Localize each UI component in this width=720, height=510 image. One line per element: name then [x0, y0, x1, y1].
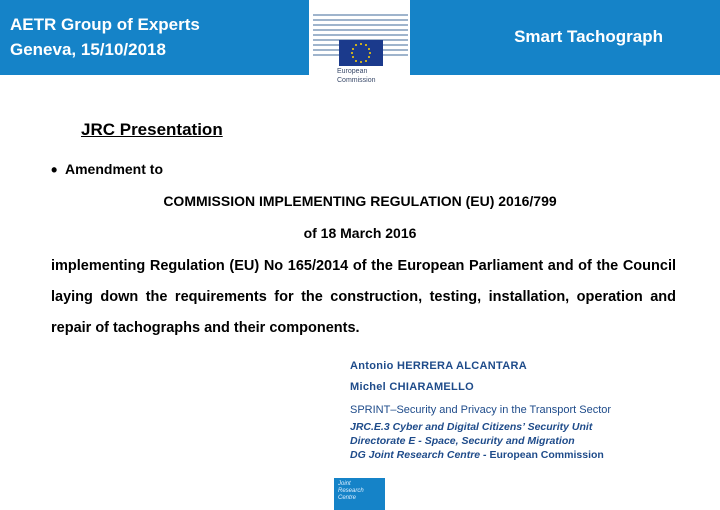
header-right-title: Smart Tachograph: [514, 27, 663, 46]
project-name: SPRINT–Security and Privacy in the Transport Sector: [350, 404, 612, 416]
presentation-title: JRC Presentation: [81, 120, 223, 139]
header-location-date: Geneva, 15/10/2018: [10, 40, 166, 59]
regulation-date: of 18 March 2016: [303, 225, 417, 241]
author-block: [350, 356, 611, 462]
european-commission-logo: [309, 0, 410, 95]
header-group-title: AETR Group of Experts: [10, 15, 200, 34]
bullet-item: [51, 160, 163, 181]
dg-name: DG Joint Research Centre - European Commission: [350, 449, 604, 461]
regulation-title: COMMISSION IMPLEMENTING REGULATION (EU) 2016/799: [163, 193, 557, 209]
jrc-logo-text: Joint Research Centre: [338, 481, 364, 501]
jrc-logo: [334, 478, 385, 510]
unit-name: JRC.E.3 Cyber and Digital Citizens’ Security Unit: [350, 421, 593, 433]
logo-caption: European Commission: [337, 68, 376, 84]
bullet-dot-icon: •: [51, 160, 58, 180]
bullet-text: Amendment to: [65, 161, 163, 177]
header-left: [10, 12, 200, 62]
regulation-description: implementing Regulation (EU) No 165/2014 of the European Parliament and of the Council laying down the requirements for the construction, testing, installation, operation and repair of tachographs and their components.: [51, 258, 676, 336]
directorate-name: Directorate E - Space, Security and Migration: [350, 435, 575, 447]
author-name: Antonio HERRERA ALCANTARA: [350, 360, 527, 372]
author-name: Michel CHIARAMELLO: [350, 381, 474, 393]
